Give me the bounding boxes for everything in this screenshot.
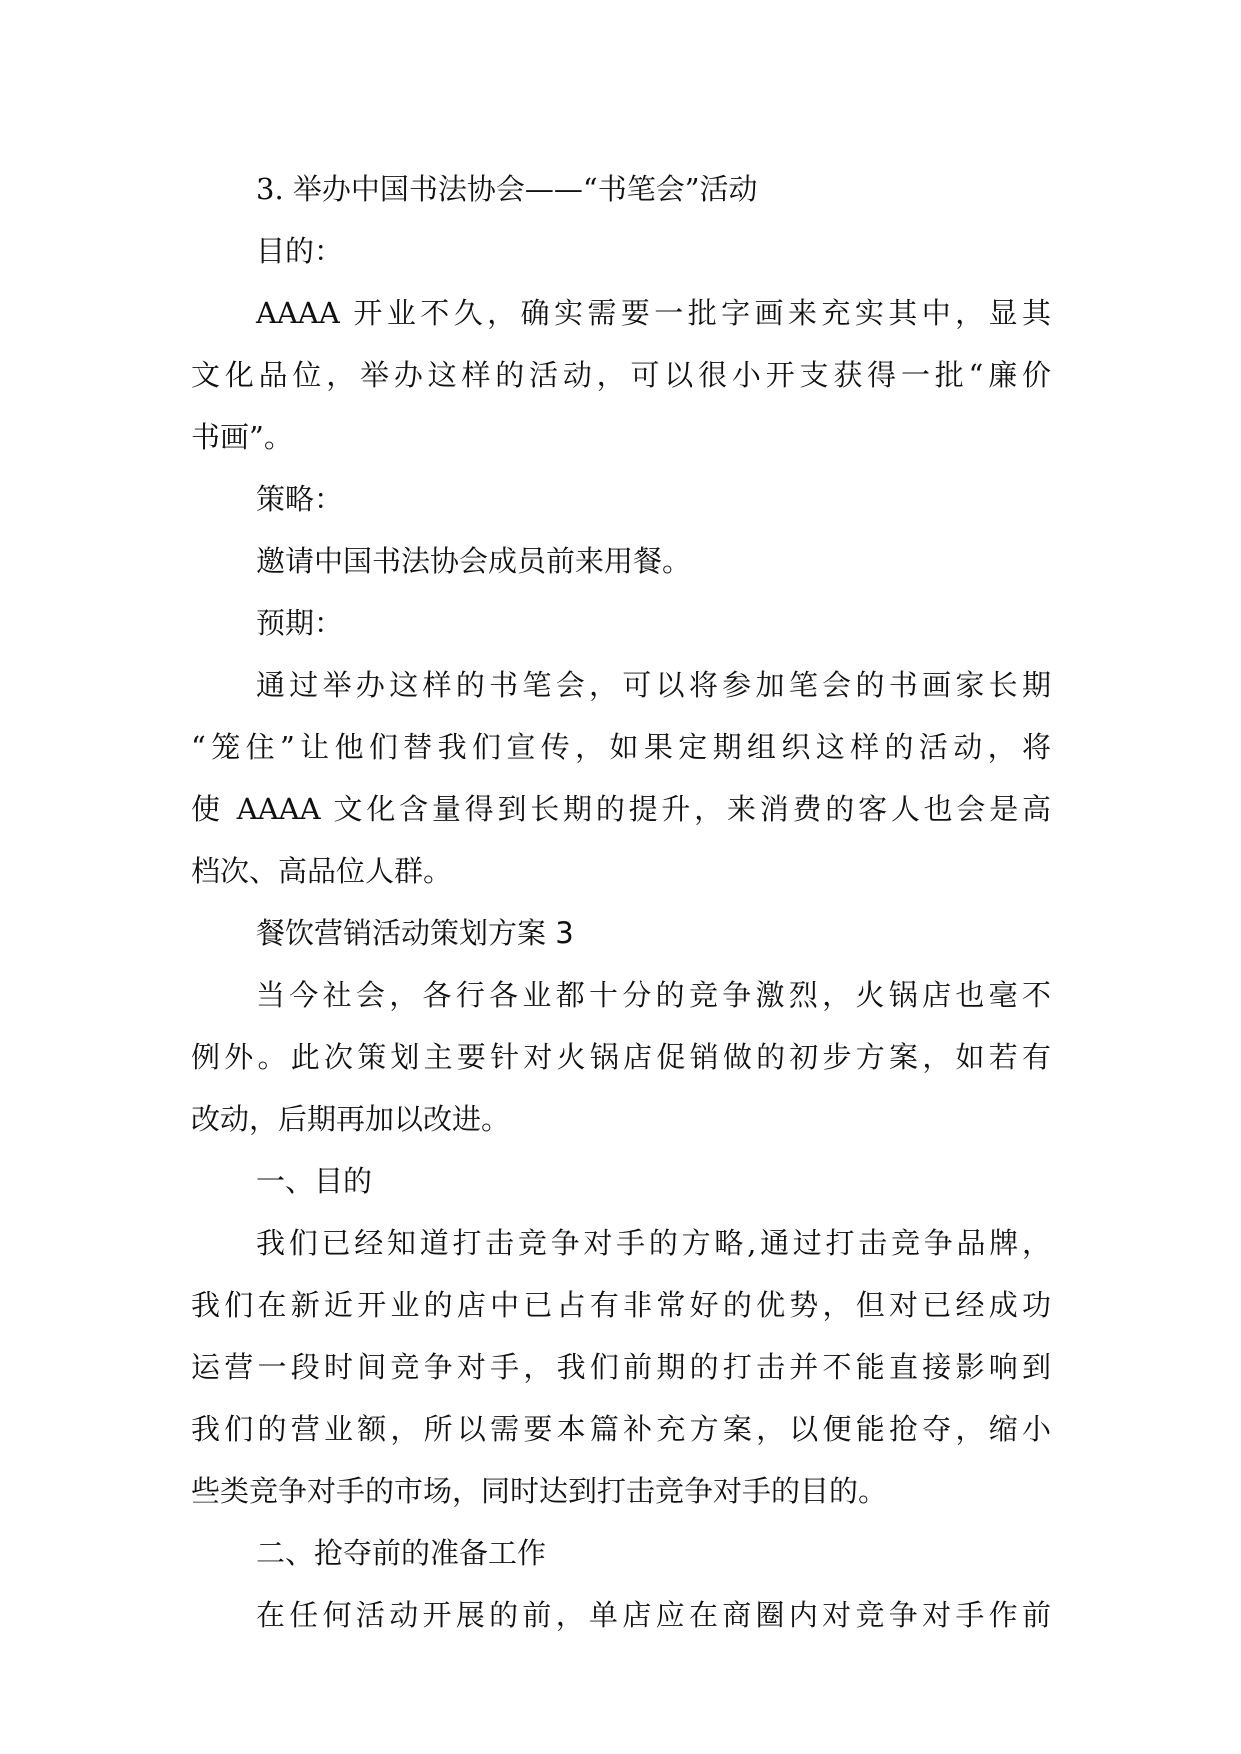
section-heading-calligraphy-event: 3. 举办中国书法协会——“书笔会”活动 bbox=[256, 172, 758, 206]
paragraph-line: 改动，后期再加以改进。 bbox=[191, 1102, 511, 1136]
paragraph-line: 邀请中国书法协会成员前来用餐。 bbox=[256, 544, 692, 578]
section-title-plan-3: 餐饮营销活动策划方案 3 bbox=[256, 916, 574, 950]
paragraph-line: 文化品位，举办这样的活动，可以很小开支获得一批“廉价 bbox=[191, 358, 1051, 392]
paragraph-line: 档次、高品位人群。 bbox=[191, 854, 453, 888]
paragraph-line: 当今社会，各行各业都十分的竞争激烈，火锅店也毫不 bbox=[256, 978, 1051, 1012]
paragraph-line: 我们已经知道打击竞争对手的方略,通过打击竞争品牌， bbox=[256, 1226, 1051, 1260]
paragraph-line: AAAA 开业不久，确实需要一批字画来充实其中，显其 bbox=[256, 296, 1051, 330]
heading-expectation: 预期： bbox=[256, 606, 344, 640]
paragraph-line: 些类竞争对手的市场，同时达到打击竞争对手的目的。 bbox=[191, 1474, 888, 1508]
heading-strategy: 策略： bbox=[256, 482, 344, 516]
paragraph-line: 书画”。 bbox=[191, 420, 293, 454]
document-body bbox=[191, 158, 1051, 1646]
paragraph-line: 通过举办这样的书笔会，可以将参加笔会的书画家长期 bbox=[256, 668, 1051, 702]
paragraph-line: 我们的营业额，所以需要本篇补充方案，以便能抢夺，缩小 bbox=[191, 1412, 1051, 1446]
paragraph-line: “笼住”让他们替我们宣传，如果定期组织这样的活动，将 bbox=[191, 730, 1051, 764]
paragraph-line: 运营一段时间竞争对手，我们前期的打击并不能直接影响到 bbox=[191, 1350, 1051, 1384]
heading-section-two: 二、抢夺前的准备工作 bbox=[256, 1536, 547, 1570]
paragraph-line: 我们在新近开业的店中已占有非常好的优势，但对已经成功 bbox=[191, 1288, 1051, 1322]
heading-purpose: 目的： bbox=[256, 234, 344, 268]
paragraph-line: 例外。此次策划主要针对火锅店促销做的初步方案，如若有 bbox=[191, 1040, 1051, 1074]
paragraph-line: 在任何活动开展的前，单店应在商圈内对竞争对手作前 bbox=[256, 1598, 1051, 1632]
heading-section-one: 一、目的 bbox=[256, 1164, 373, 1198]
paragraph-line: 使 AAAA 文化含量得到长期的提升，来消费的客人也会是高 bbox=[191, 792, 1051, 826]
